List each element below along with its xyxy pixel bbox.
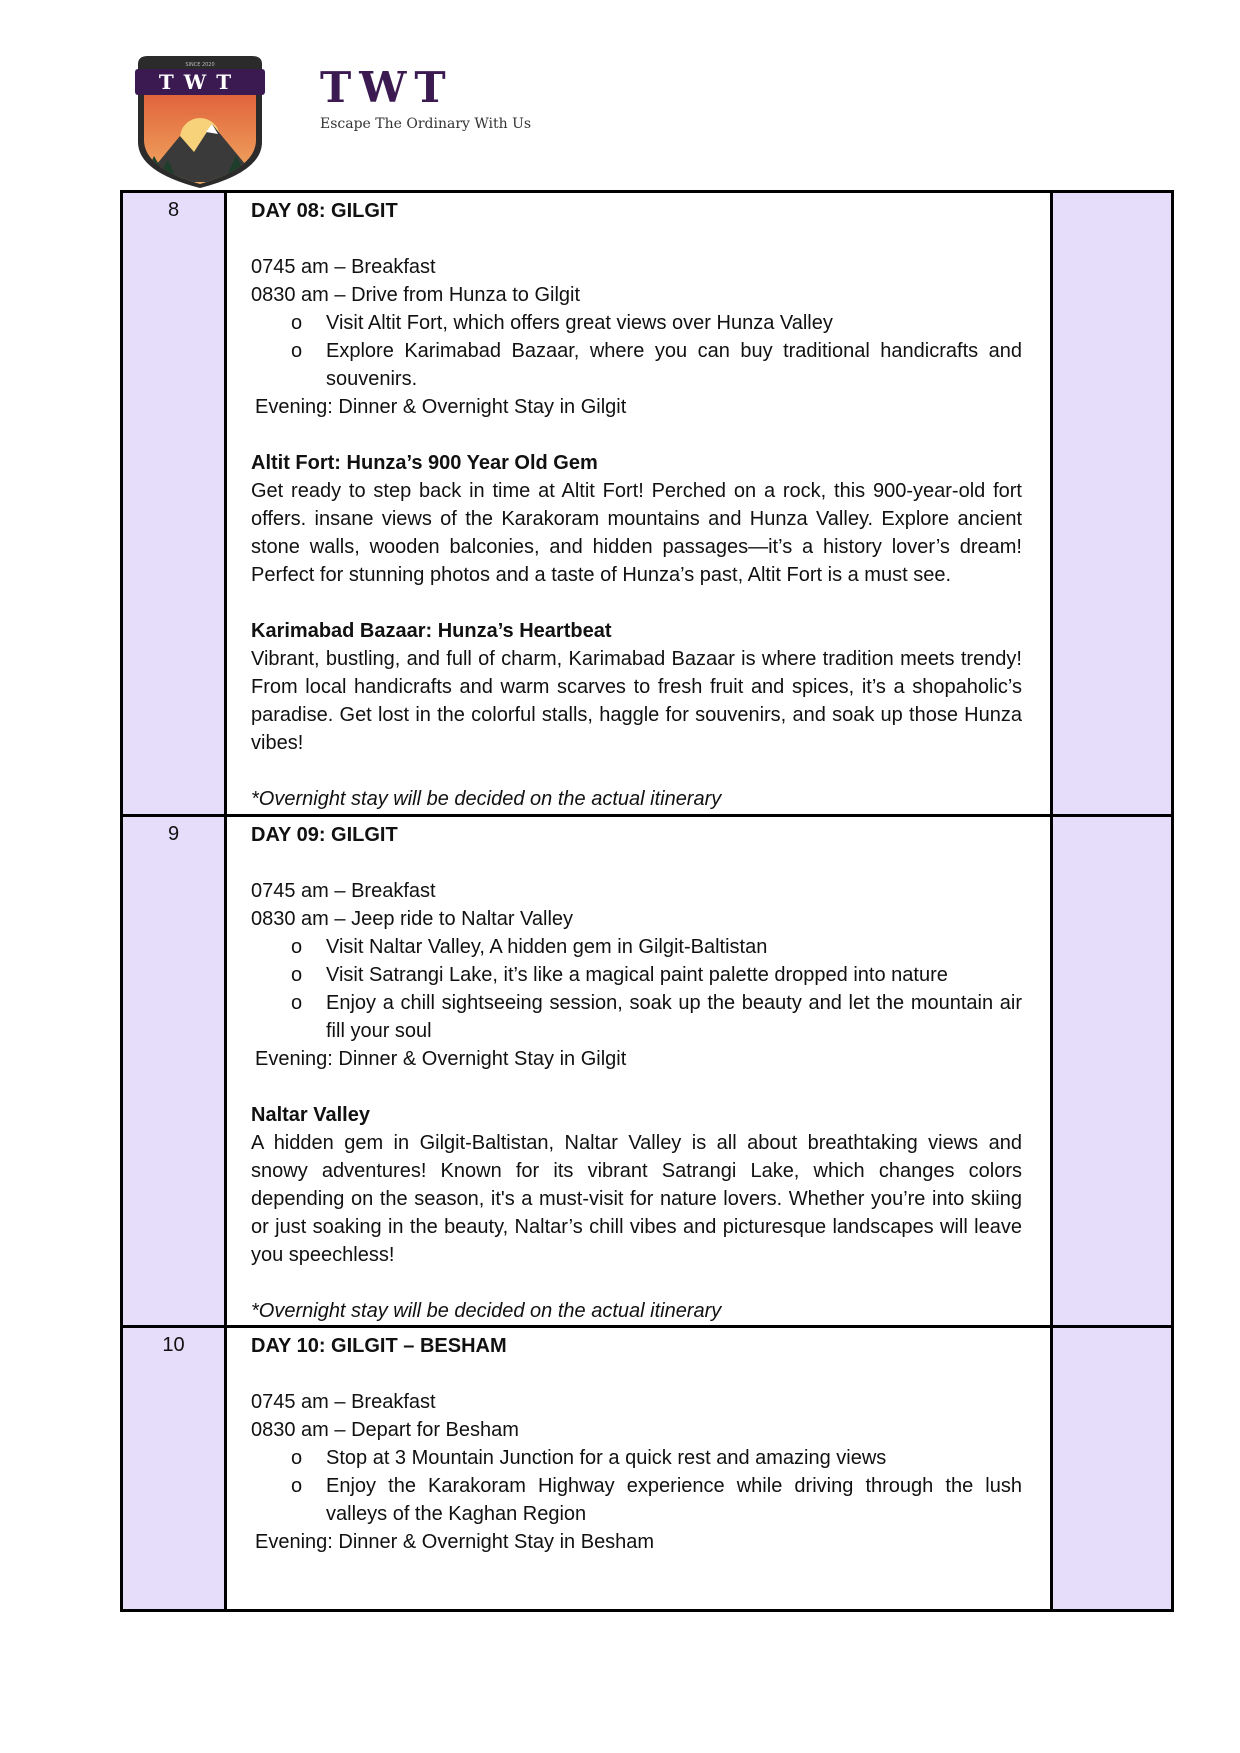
section-heading: Naltar Valley: [251, 1104, 370, 1126]
notes-column: [1052, 1327, 1173, 1611]
day-title: DAY 08: GILGIT: [251, 200, 398, 222]
day-number: 8: [122, 192, 226, 816]
list-item: o Enjoy a chill sightseeing session, soak up the beauty and let the mountain air fill your soul: [291, 989, 1022, 1045]
day-row: [122, 816, 1173, 1327]
schedule-item: 0830 am – Jeep ride to Naltar Valley: [251, 908, 574, 930]
itinerary-table: [120, 190, 1174, 1612]
brand-header: [320, 63, 532, 132]
list-item: o Visit Naltar Valley, A hidden gem in Gilgit-Baltistan: [291, 933, 1022, 961]
notes-column: [1052, 816, 1173, 1327]
day-number: 9: [122, 816, 226, 1327]
list-item: o Explore Karimabad Bazaar, where you can buy traditional handicrafts and souvenirs.: [291, 337, 1022, 393]
schedule-item: 0745 am – Breakfast: [251, 1391, 436, 1413]
schedule-item: 0830 am – Depart for Besham: [251, 1419, 519, 1441]
day-row: [122, 192, 1173, 816]
activity-list: [251, 1444, 1022, 1528]
day-row: [122, 1327, 1173, 1611]
section-heading: Altit Fort: Hunza’s 900 Year Old Gem: [251, 452, 598, 474]
evening-text: Evening: Dinner & Overnight Stay in Gilgit: [255, 396, 627, 418]
evening-text: Evening: Dinner & Overnight Stay in Besham: [255, 1531, 655, 1553]
section-text: A hidden gem in Gilgit-Baltistan, Naltar Valley is all about breathtaking views and snowy adventures! Known for its vibrant Satrangi Lake, which changes colors depending on the season, it's a must-visit for nature lovers. Whether you’re into skiing or just soaking in the beauty, Naltar’s chill vibes and picturesque landscapes will leave you speechless!: [251, 1132, 1022, 1266]
day-content: [226, 816, 1052, 1327]
brand-name: TWT: [320, 63, 454, 112]
logo-since-text: SINCE 2020: [185, 62, 215, 68]
section-text: Vibrant, bustling, and full of charm, Karimabad Bazaar is where tradition meets trendy! From local handicrafts and warm scarves to fresh fruit and spices, it’s a shopaholic’s paradise. Get lost in the colorful stalls, haggle for souvenirs, and soak up those Hunza vibes!: [251, 648, 1022, 754]
overnight-note: *Overnight stay will be decided on the actual itinerary: [251, 1300, 722, 1322]
activity-list: [251, 933, 1022, 1045]
day-content: [226, 1327, 1052, 1611]
section-heading: Karimabad Bazaar: Hunza’s Heartbeat: [251, 620, 612, 642]
notes-column: [1052, 192, 1173, 816]
schedule-item: 0745 am – Breakfast: [251, 880, 436, 902]
list-item: o Stop at 3 Mountain Junction for a quick rest and amazing views: [291, 1444, 1022, 1472]
twt-logo: [132, 52, 268, 188]
list-item: o Visit Altit Fort, which offers great views over Hunza Valley: [291, 309, 1022, 337]
activity-list: [251, 309, 1022, 393]
day-content: [226, 192, 1052, 816]
overnight-note: *Overnight stay will be decided on the actual itinerary: [251, 788, 722, 810]
day-title: DAY 09: GILGIT: [251, 824, 398, 846]
logo-text: TWT: [158, 70, 242, 94]
list-item: o Enjoy the Karakoram Highway experience while driving through the lush valleys of the Kaghan Region: [291, 1472, 1022, 1528]
schedule-item: 0830 am – Drive from Hunza to Gilgit: [251, 284, 581, 306]
evening-text: Evening: Dinner & Overnight Stay in Gilgit: [255, 1048, 627, 1070]
schedule-item: 0745 am – Breakfast: [251, 256, 436, 278]
brand-tagline: Escape The Ordinary With Us: [320, 116, 532, 132]
section-text: Get ready to step back in time at Altit Fort! Perched on a rock, this 900-year-old fort offers. insane views of the Karakoram mountains and Hunza Valley. Explore ancient stone walls, wooden balconies, and hidden passages—it’s a history lover’s dream! Perfect for stunning photos and a taste of Hunza’s past, Altit Fort is a must see.: [251, 480, 1022, 586]
day-number: 10: [122, 1327, 226, 1611]
list-item: o Visit Satrangi Lake, it’s like a magical paint palette dropped into nature: [291, 961, 1022, 989]
day-title: DAY 10: GILGIT – BESHAM: [251, 1335, 507, 1357]
